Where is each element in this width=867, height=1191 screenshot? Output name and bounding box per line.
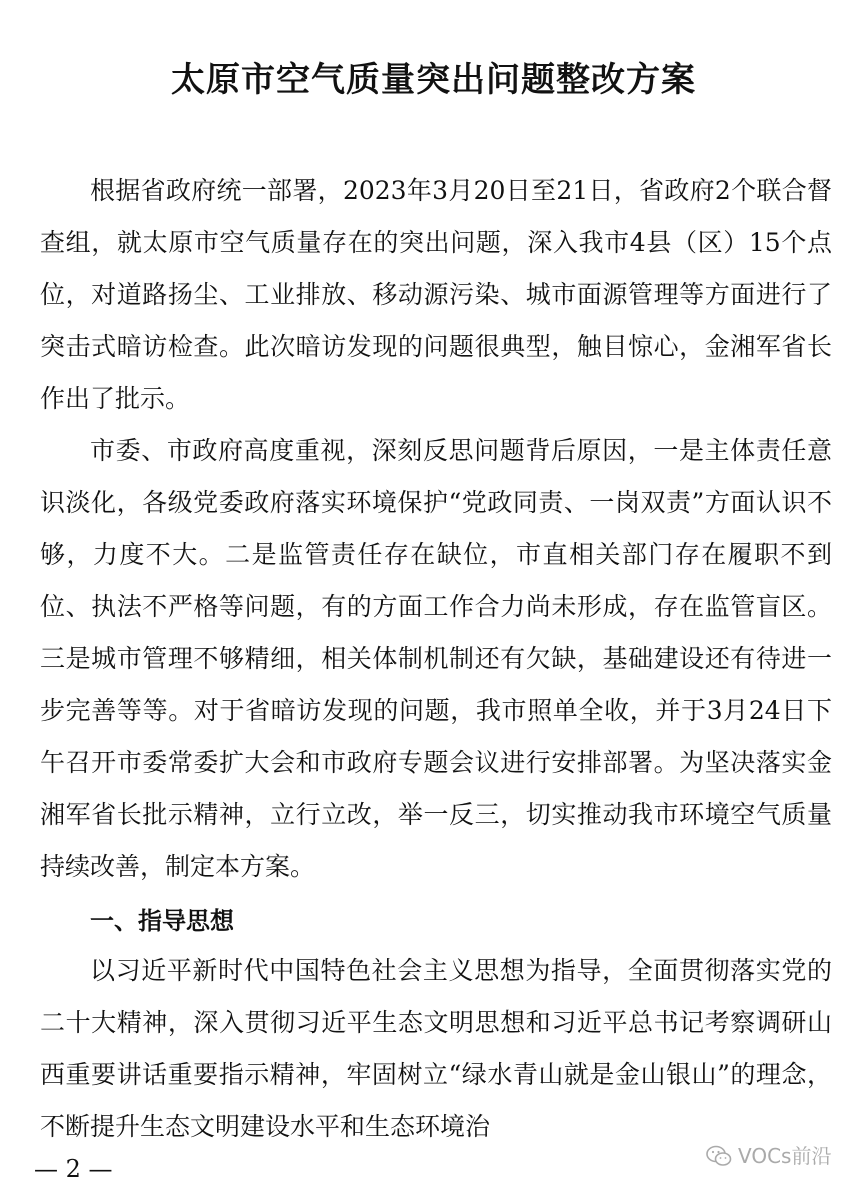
paragraph-analysis: 市委、市政府高度重视，深刻反思问题背后原因，一是主体责任意识淡化，各级党委政府落实环境保护“党政同责、一岗双责”方面认识不够，力度不大。二是监管责任存在缺位，市直相关部门存在履职不到位、执法不严格等问题，有的方面工作合力尚未形成，存在监管盲区。三是城市管理不够精细，相关体制机制还有欠缺，基础建设还有待进一步完善等等。对于省暗访发现的问题，我市照单全收，并于3月24日下午召开市委常委扩大会和市政府专题会议进行安排部署。为坚决落实金湘军省长批示精神，立行立改，举一反三，切实推动我市环境空气质量持续改善，制定本方案。 [40,436,832,881]
watermark [706,1143,831,1169]
wechat-icon [706,1145,732,1167]
page-number: — 2 — [34,1155,113,1183]
document-title: 太原市空气质量突出问题整改方案 [171,60,696,100]
watermark-text: VOCs前沿 [738,1144,832,1168]
paragraph-guiding-ideology: 以习近平新时代中国特色社会主义思想为指导，全面贯彻落实党的二十大精神，深入贯彻习近平生态文明思想和习近平总书记考察调研山西重要讲话重要指示精神，牢固树立“绿水青山就是金山银山”的理念，不断提升生态文明建设水平和生态环境治 [40,956,832,1141]
section-heading-guiding-ideology: 一、指导思想 [90,907,234,935]
paragraph-intro: 根据省政府统一部署，2023年3月20日至21日，省政府2个联合督查组，就太原市空气质量存在的突出问题，深入我市4县（区）15个点位，对道路扬尘、工业排放、移动源污染、城市面源管理等方面进行了突击式暗访检查。此次暗访发现的问题很典型，触目惊心，金湘军省长作出了批示。 [40,176,832,413]
